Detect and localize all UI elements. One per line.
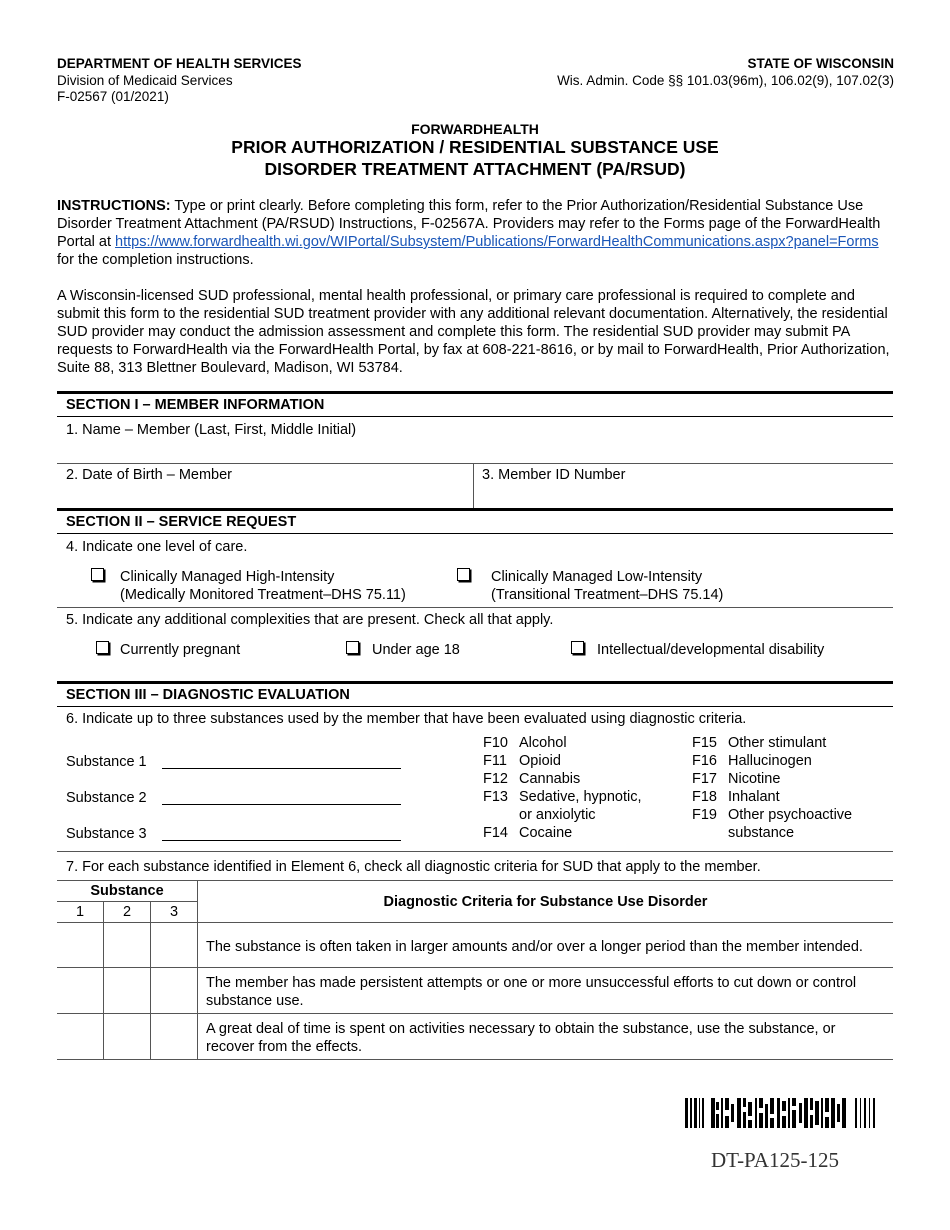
substance-3-label: Substance 3 xyxy=(66,826,147,842)
instructions-label: INSTRUCTIONS: xyxy=(57,198,171,214)
care-low-intensity-label xyxy=(491,568,723,604)
level-of-care-question: 4. Indicate one level of care. xyxy=(66,539,248,555)
section-2-header-rule xyxy=(57,533,893,534)
disability-label: Intellectual/developmental disability xyxy=(597,642,825,658)
section-2-top-rule xyxy=(57,508,893,511)
state-name: STATE OF WISCONSIN xyxy=(747,56,894,71)
criteria-3-substance-3-cell[interactable] xyxy=(151,1014,198,1060)
header-left xyxy=(57,56,302,106)
title-line-1: PRIOR AUTHORIZATION / RESIDENTIAL SUBSTANCE USE xyxy=(231,137,719,157)
table-header-row xyxy=(57,881,893,902)
substances-question: 6. Indicate up to three substances used by the member that have been evaluated using diagnostic criteria. xyxy=(66,711,747,727)
code-item: F14 Cocaine xyxy=(483,825,573,841)
code-item: F19 Other psychoactive xyxy=(692,807,853,823)
criteria-3-substance-2-cell[interactable] xyxy=(104,1014,151,1060)
criteria-header: Diagnostic Criteria for Substance Use Disorder xyxy=(198,881,894,923)
substance-header: Substance xyxy=(57,881,198,902)
criteria-question: 7. For each substance identified in Element 6, check all diagnostic criteria for SUD that apply to the member. xyxy=(66,859,761,875)
criteria-2-substance-3-cell[interactable] xyxy=(151,968,198,1014)
form-number: F-02567 (01/2021) xyxy=(57,89,169,104)
table-row xyxy=(57,1014,893,1060)
table-row xyxy=(57,923,893,968)
barcode-image xyxy=(685,1098,875,1128)
dob-label: 2. Date of Birth – Member xyxy=(66,467,233,483)
table-row xyxy=(57,968,893,1014)
substance-1-label: Substance 1 xyxy=(66,754,147,770)
criteria-3-text: A great deal of time is spent on activities necessary to obtain the substance, use the substance, or recover from the effects. xyxy=(198,1014,894,1060)
section-1-top-rule xyxy=(57,391,893,394)
member-name-field[interactable] xyxy=(57,463,893,464)
section-3-title: SECTION III – DIAGNOSTIC EVALUATION xyxy=(66,687,350,703)
criteria-1-substance-1-cell[interactable] xyxy=(57,923,104,968)
criteria-2-text: The member has made persistent attempts or one or more unsuccessful efforts to cut down or control substance use. xyxy=(198,968,894,1014)
code-item: F11 Opioid xyxy=(483,753,561,769)
code-item: substance xyxy=(728,825,795,841)
dob-id-divider xyxy=(473,463,474,509)
section-1-header-rule xyxy=(57,416,893,417)
disability-checkbox[interactable] xyxy=(571,641,584,654)
substance-col-1-header: 1 xyxy=(57,902,104,923)
care-low-line-1: Clinically Managed Low-Intensity xyxy=(491,569,703,585)
criteria-2-substance-1-cell[interactable] xyxy=(57,968,104,1014)
under-18-label: Under age 18 xyxy=(372,642,460,658)
criteria-1-text: The substance is often taken in larger amounts and/or over a longer period than the member intended. xyxy=(198,923,894,968)
header-right xyxy=(557,56,894,89)
admin-code: Wis. Admin. Code §§ 101.03(96m), 106.02(9), 107.02(3) xyxy=(557,72,894,88)
care-low-line-2: (Transitional Treatment–DHS 75.14) xyxy=(491,587,724,603)
complexities-question: 5. Indicate any additional complexities that are present. Check all that apply. xyxy=(66,612,554,628)
section-2-title: SECTION II – SERVICE REQUEST xyxy=(66,514,297,530)
section-1-title: SECTION I – MEMBER INFORMATION xyxy=(66,397,325,413)
care-low-intensity-checkbox[interactable] xyxy=(457,568,470,581)
member-id-label: 3. Member ID Number xyxy=(482,467,626,483)
code-item: F15 Other stimulant xyxy=(692,735,827,751)
criteria-1-substance-3-cell[interactable] xyxy=(151,923,198,968)
code-item: F12 Cannabis xyxy=(483,771,581,787)
code-item: F13 Sedative, hypnotic, xyxy=(483,789,642,805)
submission-paragraph: A Wisconsin-licensed SUD professional, mental health professional, or primary care professional is required to complete and submit this form to the residential SUD treatment provider with any additional relevant documentation. Alternatively, the residential SUD provider may conduct the admission assessment and complete this form. The residential SUD provider may submit PA requests to ForwardHealth via the ForwardHealth Portal, by fax at 608-221-8616, or by mail to ForwardHealth, Prior Authorization, Suite 88, 313 Blettner Boulevard, Madison, WI 53784. xyxy=(57,288,890,376)
member-name-label: 1. Name – Member (Last, First, Middle Initial) xyxy=(66,422,357,438)
instructions-paragraph xyxy=(57,197,897,269)
criteria-3-substance-1-cell[interactable] xyxy=(57,1014,104,1060)
criteria-1-substance-2-cell[interactable] xyxy=(104,923,151,968)
instructions-text-1: Type or print clearly. Before completing this form, refer to the Prior Authorization/Residential Substance Use Disorder Treatment Attachment (PA/RSUD) Instructions, F-02567A. Providers may refer to the Forms page of the ForwardHealth Portal at xyxy=(57,198,881,250)
diagnostic-criteria-table xyxy=(57,880,893,1060)
under-18-checkbox[interactable] xyxy=(346,641,359,654)
substance-col-3-header: 3 xyxy=(151,902,198,923)
code-item: or anxiolytic xyxy=(519,807,596,823)
department-name: DEPARTMENT OF HEALTH SERVICES xyxy=(57,56,302,71)
substance-1-field[interactable] xyxy=(162,768,401,769)
substance-codes-right xyxy=(692,734,852,842)
code-item: F17 Nicotine xyxy=(692,771,781,787)
form-title xyxy=(0,121,950,180)
section-3-top-rule xyxy=(57,681,893,684)
division-name: Division of Medicaid Services xyxy=(57,72,233,88)
code-item: F10 Alcohol xyxy=(483,735,567,751)
code-item: F18 Inhalant xyxy=(692,789,780,805)
substance-2-field[interactable] xyxy=(162,804,401,805)
forms-page-link[interactable]: https://www.forwardhealth.wi.gov/WIPortal/Subsystem/Publications/ForwardHealthCommunications.aspx?panel=Forms xyxy=(115,234,879,250)
substance-codes-left xyxy=(483,734,642,842)
program-name: FORWARDHEALTH xyxy=(411,121,539,137)
title-line-2: DISORDER TREATMENT ATTACHMENT (PA/RSUD) xyxy=(264,158,686,179)
substance-3-field[interactable] xyxy=(162,840,401,841)
pregnant-label: Currently pregnant xyxy=(120,642,241,658)
q5-divider xyxy=(57,607,893,608)
substance-col-2-header: 2 xyxy=(104,902,151,923)
pregnant-checkbox[interactable] xyxy=(96,641,109,654)
care-high-intensity-checkbox[interactable] xyxy=(91,568,104,581)
q7-divider xyxy=(57,851,893,852)
document-code: DT-PA125-125 xyxy=(711,1148,839,1172)
instructions-text-2: for the completion instructions. xyxy=(57,252,254,268)
code-item: F16 Hallucinogen xyxy=(692,753,812,769)
care-high-line-2: (Medically Monitored Treatment–DHS 75.11) xyxy=(120,587,406,603)
care-high-line-1: Clinically Managed High-Intensity xyxy=(120,569,335,585)
section-3-header-rule xyxy=(57,706,893,707)
substance-2-label: Substance 2 xyxy=(66,790,147,806)
care-high-intensity-label xyxy=(120,568,406,604)
criteria-2-substance-2-cell[interactable] xyxy=(104,968,151,1014)
